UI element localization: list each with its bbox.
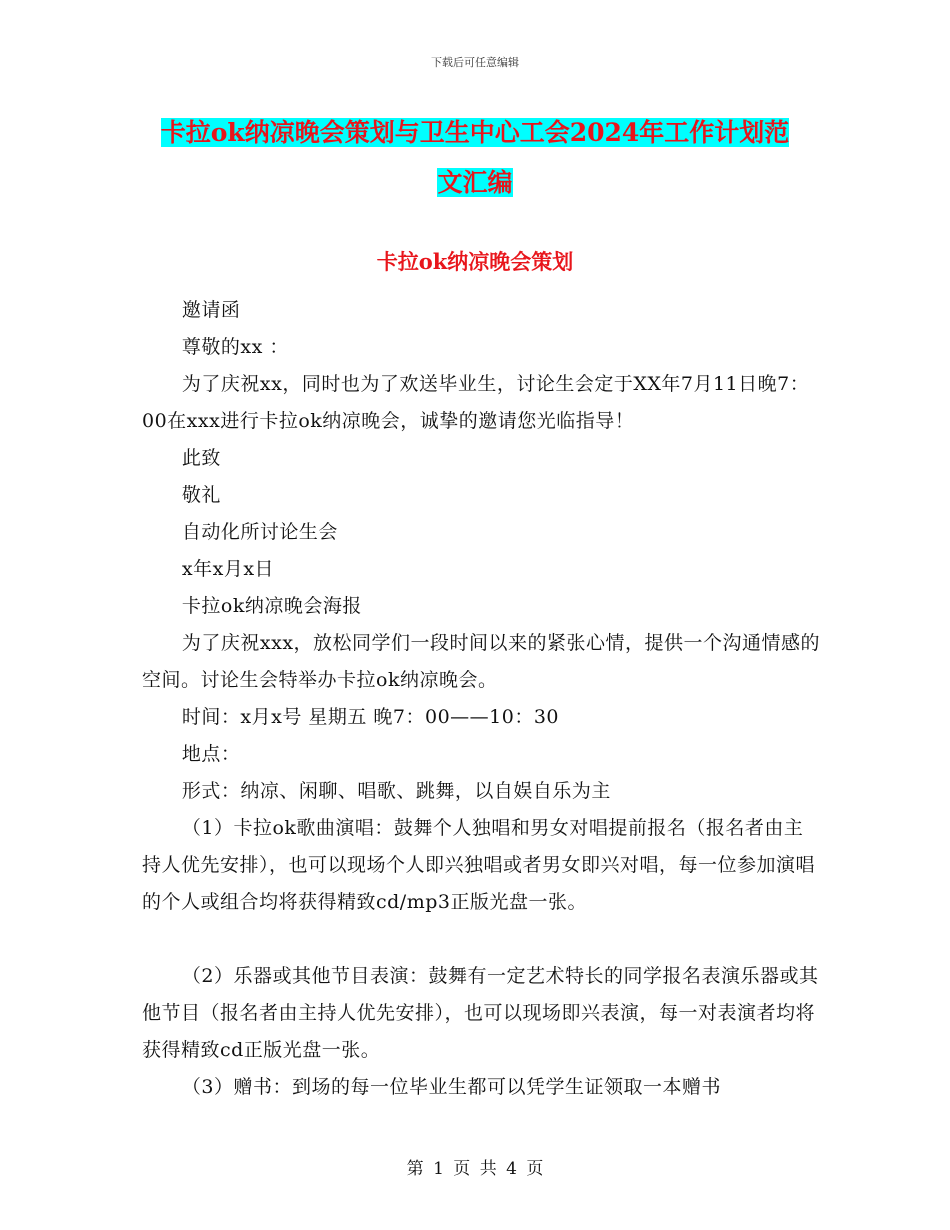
paragraph: 地点： <box>181 743 241 765</box>
document-body <box>142 292 822 1106</box>
page-header-note: 下载后可任意编辑 <box>431 56 519 69</box>
paragraph: 卡拉ok纳凉晚会海报 <box>181 595 362 617</box>
paragraph: 自动化所讨论生会 <box>181 521 338 543</box>
paragraph: 此致 <box>181 447 221 469</box>
section-title: 卡拉ok纳凉晚会策划 <box>376 249 574 274</box>
paragraph: （1）卡拉ok歌曲演唱：鼓舞个人独唱和男女对唱提前报名（报名者由主持人优先安排），也可以现场个人即兴独唱或者男女即兴对唱，每一位参加演唱的个人或组合均将获得精致cd/mp3正版光盘一张。 <box>142 817 816 913</box>
paragraph: 为了庆祝xxx，放松同学们一段时间以来的紧张心情，提供一个沟通情感的空间。讨论生会特举办卡拉ok纳凉晚会。 <box>142 632 821 691</box>
paragraph: 形式：纳凉、闲聊、唱歌、跳舞，以自娱自乐为主 <box>181 780 611 802</box>
paragraph: 敬礼 <box>181 484 221 506</box>
paragraph: x年x月x日 <box>181 558 275 580</box>
paragraph: 为了庆祝xx，同时也为了欢送毕业生，讨论生会定于XX年7月11日晚7：00在xxx进行卡拉ok纳凉晚会，诚挚的邀请您光临指导！ <box>142 373 810 432</box>
document-title-text: 卡拉ok纳凉晚会策划与卫生中心工会2024年工作计划范文汇编 <box>160 118 790 197</box>
paragraph: 邀请函 <box>181 299 241 321</box>
paragraph: 时间：x月x号 星期五 晚7：00——10：30 <box>181 706 560 728</box>
paragraph: （2）乐器或其他节目表演：鼓舞有一定艺术特长的同学报名表演乐器或其他节目（报名者由主持人优先安排），也可以现场即兴表演，每一对表演者均将获得精致cd正版光盘一张。 <box>142 965 819 1061</box>
paragraph: （3）赠书：到场的每一位毕业生都可以凭学生证领取一本赠书 <box>181 1076 721 1098</box>
page-number: 第 1 页 共 4 页 <box>406 1159 544 1179</box>
paragraph: 尊敬的xx ： <box>181 336 289 358</box>
document-title <box>150 108 800 208</box>
